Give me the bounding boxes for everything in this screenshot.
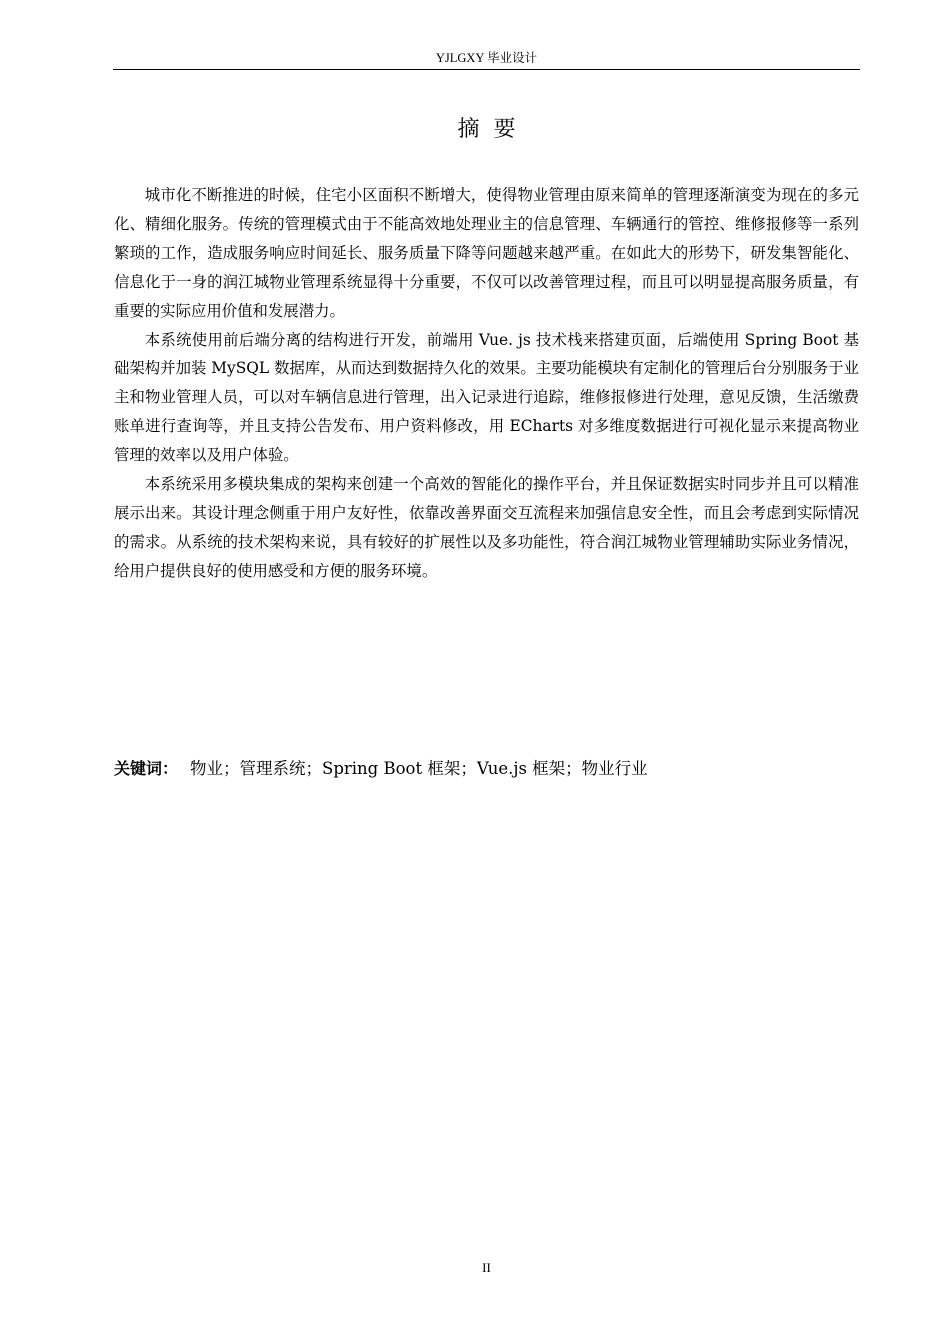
keywords-line [114, 755, 859, 783]
abstract-title: 摘要 [457, 117, 530, 142]
keywords-text: 物业；管理系统；Spring Boot 框架；Vue.js 框架；物业行业 [190, 759, 648, 778]
abstract-body [114, 181, 859, 586]
page-number: II [482, 1260, 491, 1275]
page-header-text: YJLGXY 毕业设计 [435, 51, 538, 65]
abstract-paragraph-2: 本系统使用前后端分离的结构进行开发，前端用 Vue. js 技术栈来搭建页面，后端使用 Spring Boot 基础架构并加装 MySQL 数据库，从而达到数据持久化的效果。主要功能模块有定制化的管理后台分别服务于业主和物业管理人员，可以对车辆信息进行管理，出入记录进行追踪，维修报修进行处理，意见反馈，生活缴费账单进行查询等，并且支持公告发布、用户资料修改，用 ECharts 对多维度数据进行可视化显示来提高物业管理的效率以及用户体验。 [114, 330, 859, 465]
abstract-paragraph-1: 城市化不断推进的时候，住宅小区面积不断增大，使得物业管理由原来简单的管理逐渐演变为现在的多元化、精细化服务。传统的管理模式由于不能高效地处理业主的信息管理、车辆通行的管控、维修报修等一系列繁琐的工作，造成服务响应时间延长、服务质量下降等问题越来越严重。在如此大的形势下，研发集智能化、信息化于一身的润江城物业管理系统显得十分重要，不仅可以改善管理过程，而且可以明显提高服务质量，有重要的实际应用价值和发展潜力。 [114, 186, 859, 320]
abstract-paragraph-3: 本系统采用多模块集成的架构来创建一个高效的智能化的操作平台，并且保证数据实时同步并且可以精准展示出来。其设计理念侧重于用户友好性，依靠改善界面交互流程来加强信息安全性，而且会考虑到实际情况的需求。从系统的技术架构来说，具有较好的扩展性以及多功能性，符合润江城物业管理辅助实际业务情况，给用户提供良好的使用感受和方便的服务环境。 [114, 475, 859, 580]
page-header [113, 50, 860, 70]
keywords-label: 关键词： [114, 759, 179, 778]
